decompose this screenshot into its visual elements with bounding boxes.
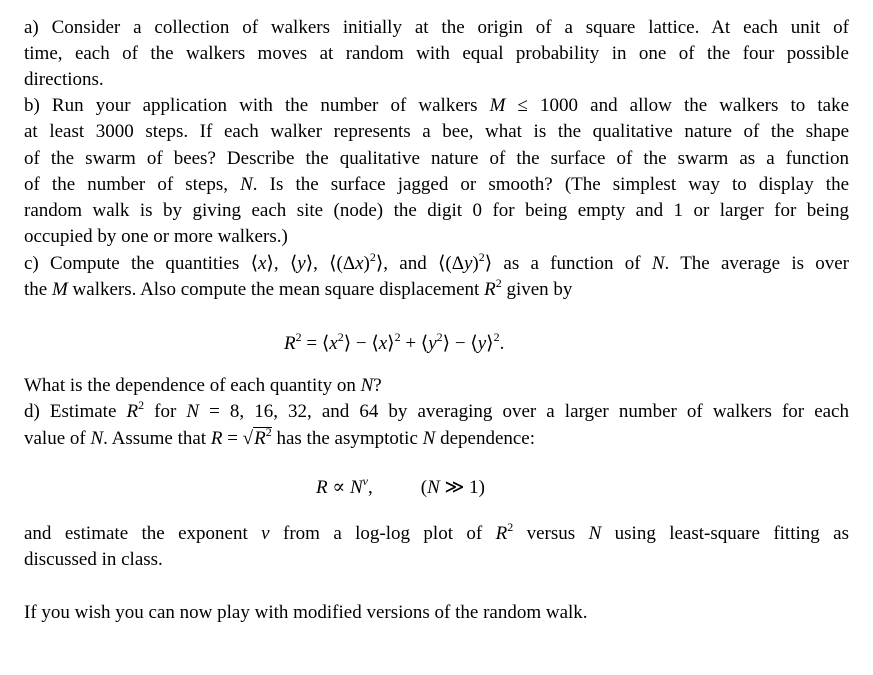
part-c-line-1: c) Compute the quantities ⟨x⟩, ⟨y⟩, $⟨(\Delta x)^2⟩$, and $⟨(\Delta y)^2⟩$ as a function of N. The average is over (24, 250, 850, 274)
part-b-line-5: random walk is by giving each site (node) the digit 0 for being empty and 1 or larger for being (24, 200, 849, 221)
part-d-line-4: discussed in class. (24, 549, 163, 570)
part-b-line-4: of the number of steps, N. Is the surface jagged or smooth? (The simplest way to display the (24, 174, 849, 195)
part-d-line-2: value of N. Assume that $R = √R^2$ has the asymptotic N dependence: (24, 425, 536, 449)
equation-mean-square-displacement: $R^2$ = $⟨x^2⟩$ − ⟨x⟩$^2$ + $⟨y^2⟩$ − ⟨y⟩$^2$. (284, 330, 505, 354)
part-c-line-2: the M walkers. Also compute the mean square displacement $R^2$ given by (24, 276, 573, 300)
part-a-line-2: time, each of the walkers moves at random with equal probability in one of the four possible (24, 43, 849, 64)
part-b-line-3: of the swarm of bees? Describe the qualitative nature of the surface of the swarm as a function (24, 148, 849, 169)
part-d-line-1: d) Estimate $R^2$ for N = 8, 16, 32, and 64 by averaging over a larger number of walkers for each (24, 398, 849, 422)
part-b-line-2: at least 3000 steps. If each walker represents a bee, what is the qualitative nature of the shape (24, 121, 849, 142)
equation-asymptotic-dependence: $R \propto N^\nu$, (N ≫ 1) (316, 474, 485, 498)
closing-remark: If you wish you can now play with modified versions of the random walk. (24, 602, 588, 623)
part-c-question: What is the dependence of each quantity on N? (24, 375, 382, 396)
part-a-line-1: a) Consider a collection of walkers initially at the origin of a square lattice. At each unit of (24, 17, 849, 38)
part-a-line-3: directions. (24, 69, 104, 90)
part-b-line-6: occupied by one or more walkers.) (24, 226, 288, 247)
part-d-line-3: and estimate the exponent ν from a log-log plot of $R^2$ versus N using least-square fitting as (24, 520, 849, 544)
part-b-line-1: b) Run your application with the number of walkers M ≤ 1000 and allow the walkers to take (24, 95, 850, 116)
